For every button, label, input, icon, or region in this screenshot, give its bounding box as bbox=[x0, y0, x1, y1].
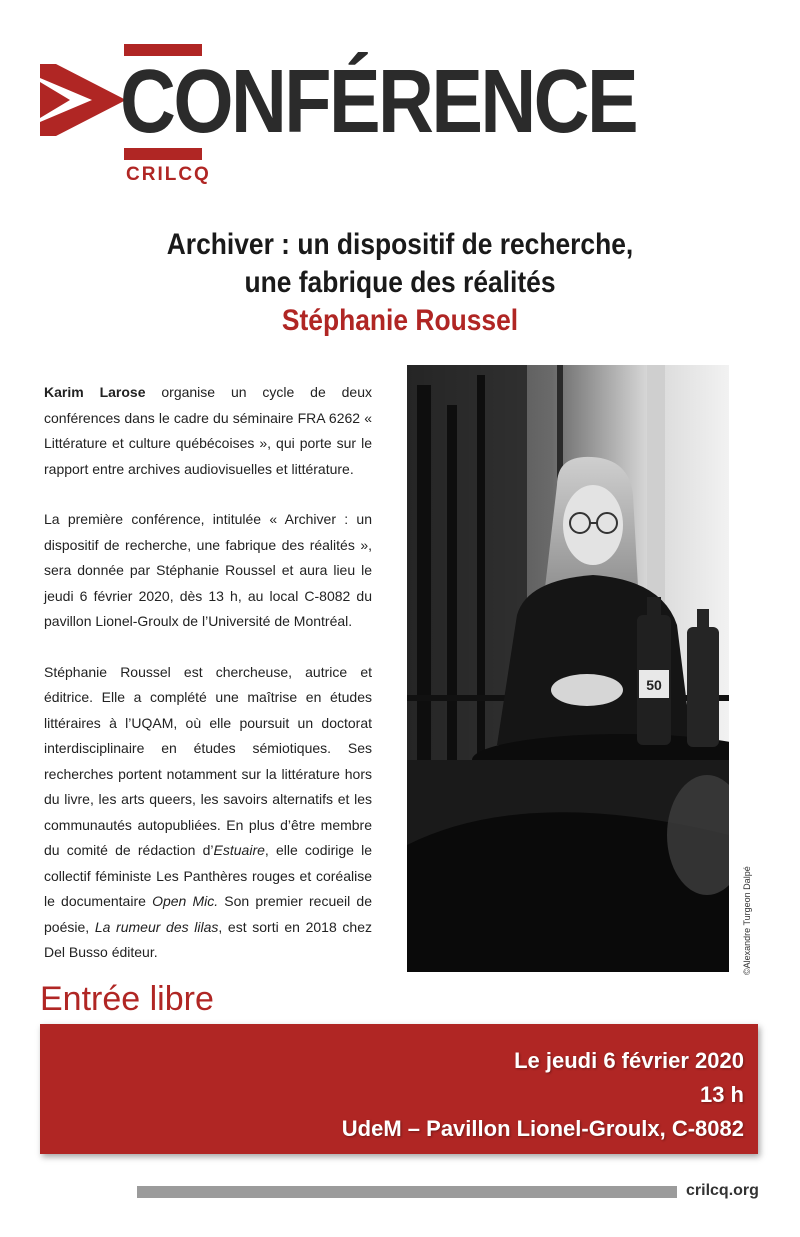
title-line-2: une fabrique des réalités bbox=[244, 266, 556, 299]
description-text bbox=[44, 380, 372, 991]
event-time: 13 h bbox=[699, 1082, 744, 1107]
logo-organization: CRILCQ bbox=[126, 164, 211, 185]
footer-website-link[interactable]: crilcq.org bbox=[686, 1182, 759, 1199]
free-entry-label: Entrée libre bbox=[40, 980, 214, 1018]
conference-logo bbox=[40, 42, 637, 192]
bio-part-1: Stéphanie Roussel est chercheuse, autrice et éditrice. Elle a complété une maîtrise en études littéraires à l’UQAM, où elle poursuit un doctorat interdisciplinaire en études sémiotiques. Ses recherches portent notamment sur la littérature hors du livre, les arts queers, les savoirs alternatifs et les communautés autopubliées. En plus d’être membre du comité de rédaction d’ bbox=[44, 663, 372, 858]
paragraph-bio bbox=[44, 660, 372, 966]
bottle-label: 50 bbox=[646, 677, 662, 693]
bio-book: La rumeur des lilas bbox=[94, 918, 219, 935]
event-location: UdeM – Pavillon Lionel-Groulx, C-8082 bbox=[341, 1116, 744, 1141]
paragraph-event: La première conférence, intitulée « Archiver : un dispositif de recherche, une fabrique des réalités », sera donnée par Stéphanie Roussel et aura lieu le jeudi 6 février 2020, dès 13 h, au local C-8082 du pavillon Lionel-Groulx de l’Université de Montréal. bbox=[44, 511, 372, 629]
logo-title: CONFÉRENCE bbox=[120, 52, 637, 152]
paragraph-intro-text: organise un cycle de deux conférences dans le cadre du séminaire FRA 6262 « Littérature et culture québécoises », qui porte sur le rapport entre archives audiovisuelles et littérature. bbox=[44, 384, 372, 477]
bio-documentary: Open Mic. bbox=[152, 893, 219, 909]
photo-credit: ©Alexandre Turgeon Dalpé bbox=[742, 866, 752, 975]
speaker-name: Stéphanie Roussel bbox=[281, 304, 519, 337]
speaker-photo bbox=[407, 365, 729, 972]
paragraph-intro bbox=[44, 380, 372, 482]
event-info-box bbox=[40, 1024, 758, 1154]
organizer-name: Karim Larose bbox=[44, 384, 146, 400]
bio-part-4: , est sorti en 2018 chez Del Busso éditeur. bbox=[44, 918, 372, 960]
footer-bar bbox=[137, 1186, 677, 1198]
conference-heading bbox=[0, 226, 800, 340]
event-date: Le jeudi 6 février 2020 bbox=[514, 1048, 744, 1073]
bio-part-3: Son premier recueil de poésie, bbox=[44, 893, 372, 935]
bio-part-2: , elle codirige le collectif féministe Les Panthères rouges et coréalise le documentaire bbox=[44, 842, 372, 909]
bio-journal: Estuaire bbox=[213, 842, 265, 858]
title-line-1: Archiver : un dispositif de recherche, bbox=[166, 228, 634, 261]
